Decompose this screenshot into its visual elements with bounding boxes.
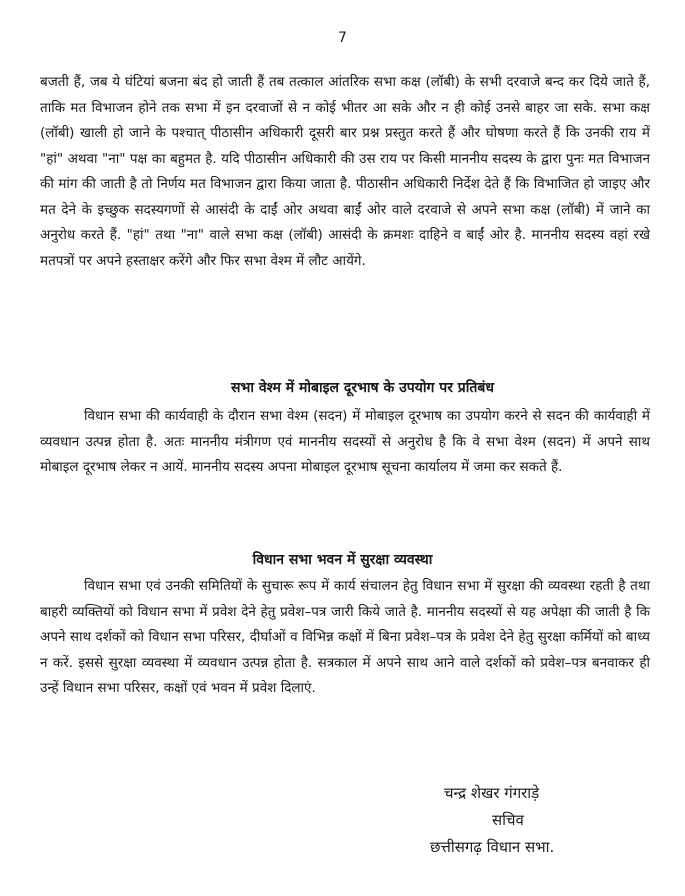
mobile-ban-paragraph: विधान सभा की कार्यवाही के दौरान सभा वेश्म (सदन) में मोबाइल दूरभाष का उपयोग करने से सदन की कार्यवाही में व्यवधान उत्पन्न होता है. अतः माननीय मंत्रीगण एवं माननीय सदस्यों से अनुरोध है कि वे सभा वेश्म (सदन) में अपने साथ मोबाइल दूरभाष लेकर न आयें. माननीय सदस्य अपना मोबाइल दूरभाष सूचना कार्यालय में जमा कर सकते हैं. <box>40 408 650 475</box>
signatory-name: चन्द्र शेखर गंगराड़े <box>444 784 540 802</box>
mobile-ban-heading-text: सभा वेश्म में मोबाइल दूरभाष के उपयोग पर प्रतिबंध <box>231 380 494 396</box>
signatory-organization: छत्तीसगढ़ विधान सभा. <box>430 838 555 856</box>
voting-procedure-paragraph: बजती हैं, जब ये घंटियां बजना बंद हो जाती हैं तब तत्काल आंतरिक सभा कक्ष (लॉबी) के सभी दरवाजे बन्द कर दिये जाते हैं, ताकि मत विभाजन होने तक सभा में इन दरवाजों से न कोई भीतर आ सके और न ही कोई उनसे बाहर जा सके. सभा कक्ष (लॉबी) खाली हो जाने के पश्चात् पीठासीन अधिकारी दूसरी बार प्रश्न प्रस्तुत करते हैं और घोषणा करते हैं कि उनकी राय में "हां" अथवा "ना" पक्ष का बहुमत है. यदि पीठासीन अधिकारी की उस राय पर किसी माननीय सदस्य के द्वारा पुनः मत विभाजन की मांग की जाती है तो निर्णय मत विभाजन द्वारा किया जाता है. पीठासीन अधिकारी निर्देश देते हैं कि विभाजित हो जाइए और मत देने के इच्छुक सदस्यगणों से आसंदी के दाईं ओर अथवा बाईं ओर वाले दरवाजे से अपने सभा कक्ष (लॉबी) में जाने का अनुरोध करते हैं. "हां" तथा "ना" वाले सभा कक्ष (लॉबी) आसंदी के क्रमशः दाहिने व बाईं ओर है. माननीय सदस्य वहां रखे मतपत्रों पर अपने हस्ताक्षर करेंगे और फिर सभा वेश्म में लौट आयेंगे. <box>40 74 650 269</box>
security-paragraph: विधान सभा एवं उनकी समितियों के सुचारू रूप में कार्य संचालन हेतु विधान सभा में सुरक्षा की व्यवस्था रहती है तथा बाहरी व्यक्तियों को विधान सभा में प्रवेश देने हेतु प्रवेश–पत्र जारी किये जाते है. माननीय सदस्यों से यह अपेक्षा की जाती है कि अपने साथ दर्शकों को विधान सभा परिसर, दीर्घाओं व विभिन्न कक्षों में बिना प्रवेश–पत्र के प्रवेश देने हेतु सुरक्षा कर्मियों को बाध्य न करें. इससे सुरक्षा व्यवस्था में व्यवधान उत्पन्न होता है. सत्रकाल में अपने साथ आने वाले दर्शकों को प्रवेश–पत्र बनवाकर ही उन्हें विधान सभा परिसर, कक्षों एवं भवन में प्रवेश दिलाएं. <box>40 578 650 696</box>
signatory-title: सचिव <box>492 811 524 829</box>
security-heading: विधान सभा भवन में सुरक्षा व्यवस्था <box>252 552 433 568</box>
mobile-ban-heading <box>0 378 685 397</box>
signature-block <box>430 780 660 861</box>
page-number: 7 <box>338 30 347 46</box>
